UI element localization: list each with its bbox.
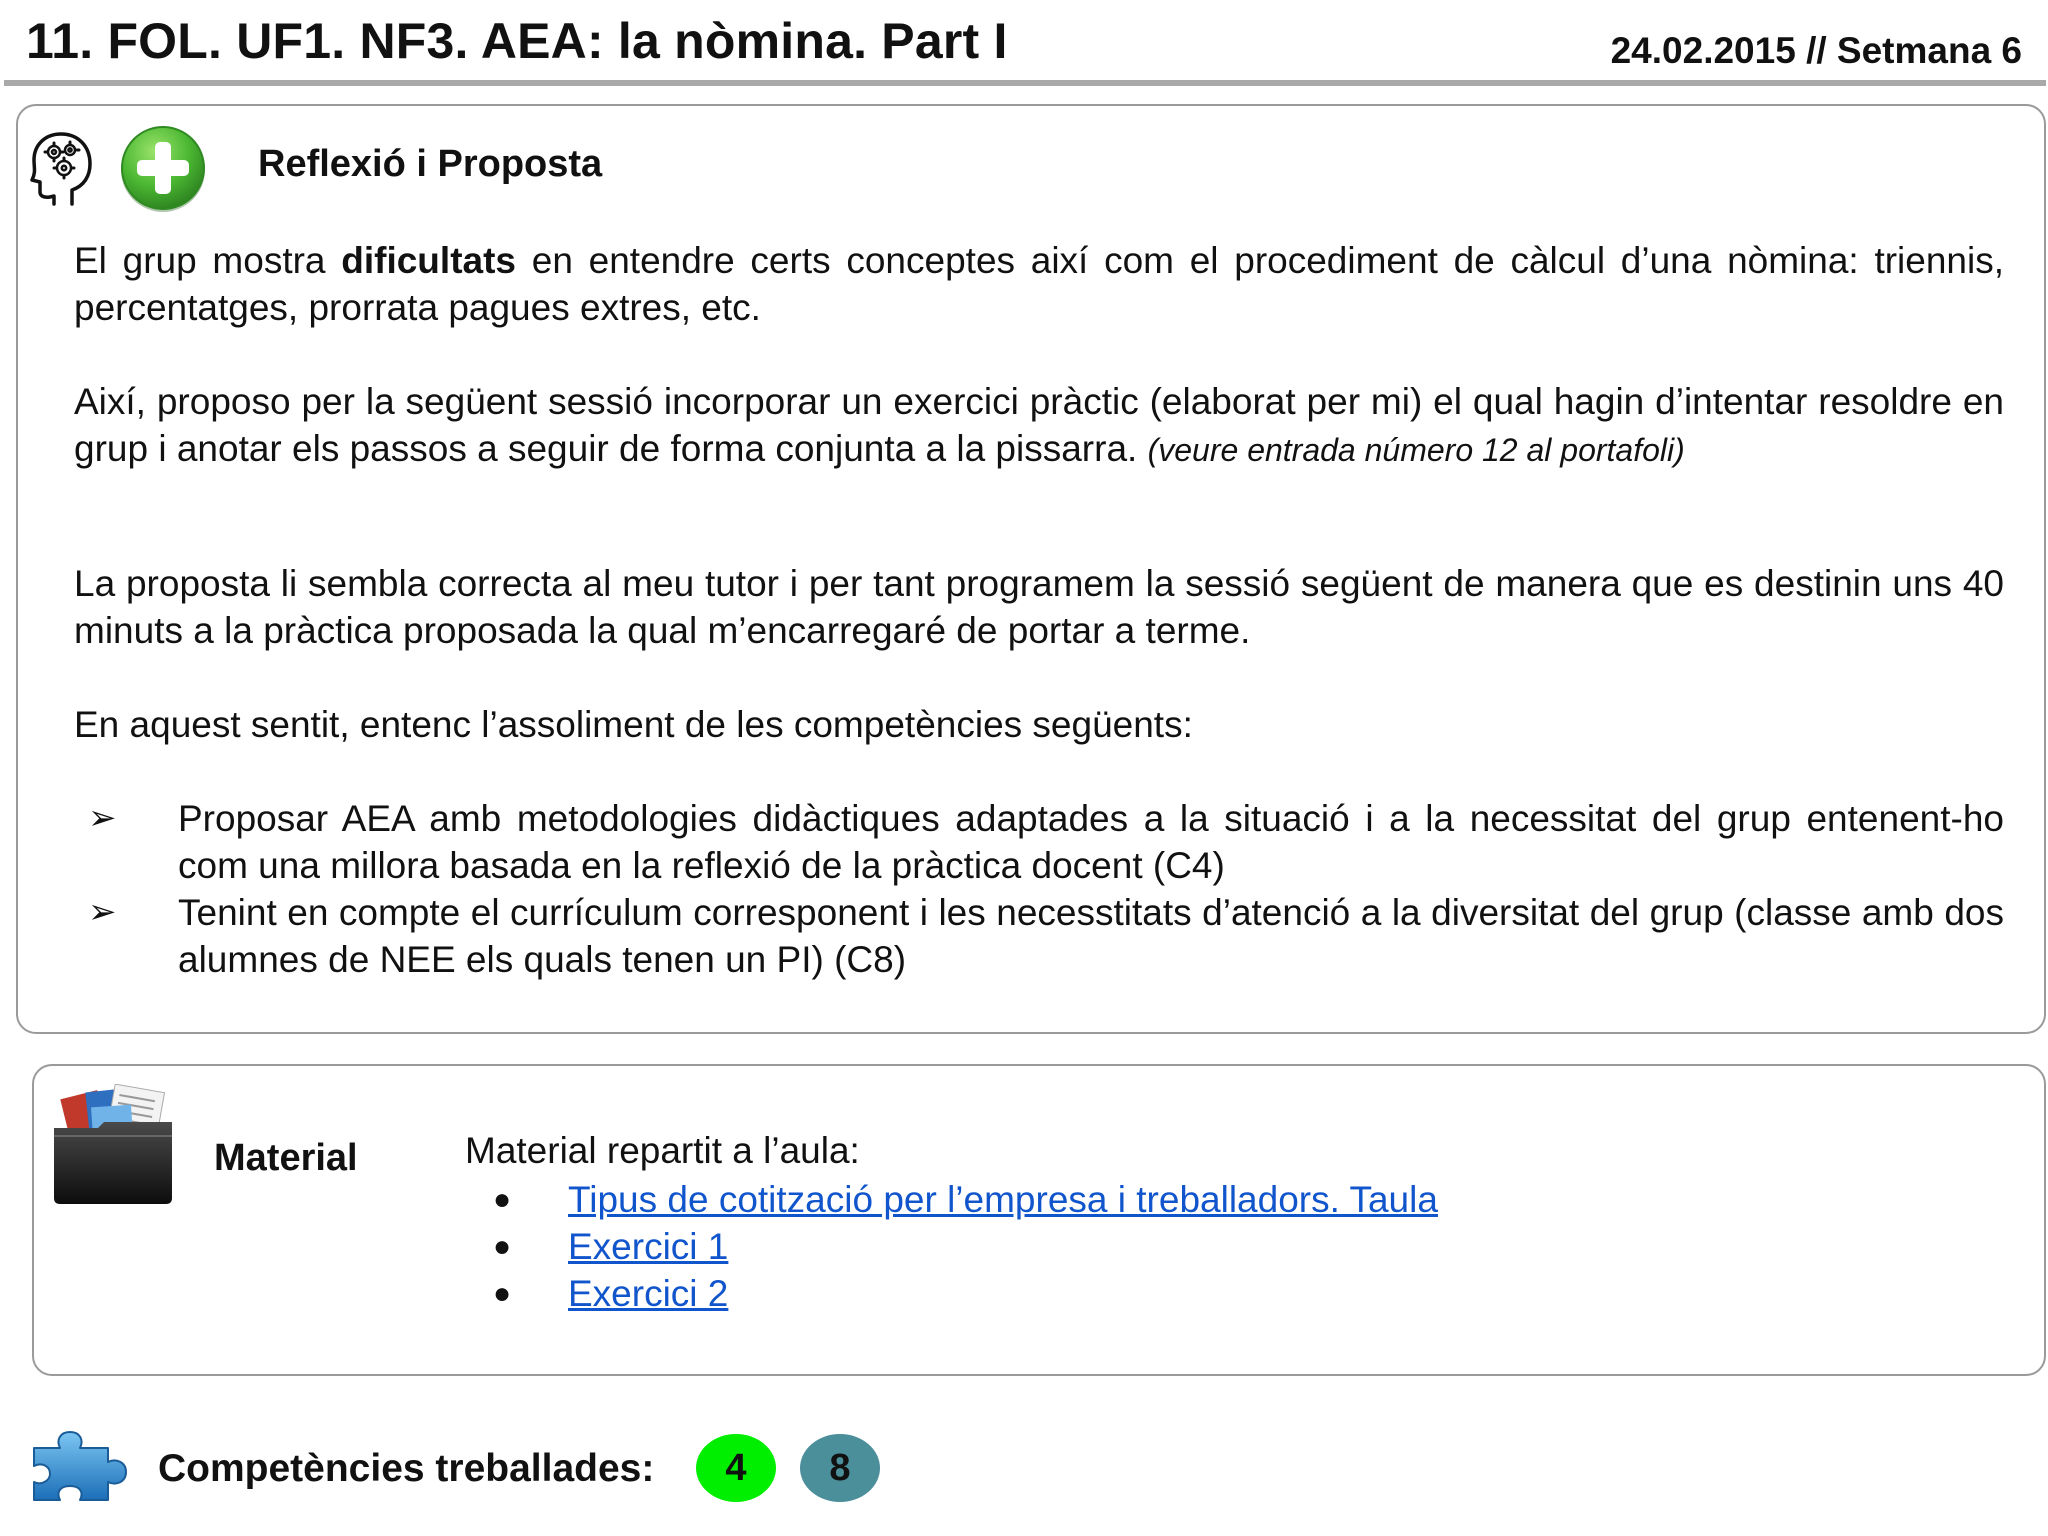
p1-text-end: en entendre certs conceptes així com el procediment de càlcul d’una nòmina: triennis, percentatges, prorrata pagues extres, etc. xyxy=(74,240,2004,328)
folder-icon xyxy=(52,1084,178,1206)
list-item xyxy=(74,889,2004,983)
paragraph-tutor: La proposta li sembla correcta al meu tutor i per tant programem la sessió següent de manera que es destinin uns 40 minuts a la pràctica proposada la qual m’encarregaré de portar a terme. xyxy=(74,563,2004,651)
section-title-reflexio: Reflexió i Proposta xyxy=(258,143,603,185)
material-label: Material xyxy=(214,1137,358,1179)
header-divider xyxy=(4,80,2046,86)
bullet-dot-icon: ● xyxy=(493,1277,512,1310)
p2-note: (veure entrada número 12 al portafoli) xyxy=(1147,432,1685,468)
material-intro: Material repartit a l’aula: xyxy=(465,1130,860,1171)
material-links-list xyxy=(465,1176,1438,1317)
competency-text: Proposar AEA amb metodologies didàctiques adaptades a la situació i a la necessitat del grup entenent-ho com una millora basada en la reflexió de la pràctica docent (C4) xyxy=(178,798,2004,886)
list-item xyxy=(74,795,2004,889)
competency-badge-8: 8 xyxy=(800,1434,880,1502)
competencies-list xyxy=(74,795,2004,983)
plus-circle-icon xyxy=(118,124,208,214)
competency-text: Tenint en compte el currículum corresponent i les necesstitats d’atenció a la diversitat del grup (classe amb dos alumnes de NEE els quals tenen un PI) (C8) xyxy=(178,892,2004,980)
list-item xyxy=(465,1176,1438,1223)
paragraph-dificultats xyxy=(74,237,2004,331)
p1-bold-word: dificultats xyxy=(341,240,516,281)
arrow-bullet-icon: ➢ xyxy=(88,799,117,837)
link-exercici-1[interactable]: Exercici 1 xyxy=(568,1226,729,1267)
head-gears-icon xyxy=(28,130,98,210)
paragraph-competencies-intro: En aquest sentit, entenc l’assoliment de les competències següents: xyxy=(74,704,1193,745)
bullet-dot-icon: ● xyxy=(493,1183,512,1216)
arrow-bullet-icon: ➢ xyxy=(88,893,117,931)
date-week: 24.02.2015 // Setmana 6 xyxy=(1610,30,2022,71)
page-title: 11. FOL. UF1. NF3. AEA: la nòmina. Part I xyxy=(26,13,1008,69)
paragraph-proposta xyxy=(74,378,2004,474)
link-exercici-2[interactable]: Exercici 2 xyxy=(568,1273,729,1314)
list-item xyxy=(465,1223,1438,1270)
p1-text-start: El grup mostra xyxy=(74,240,342,281)
bullet-dot-icon: ● xyxy=(493,1230,512,1263)
competencies-label: Competències treballades: xyxy=(158,1447,655,1490)
link-cotitzacio-taula[interactable]: Tipus de cotització per l’empresa i treballadors. Taula xyxy=(568,1179,1438,1220)
competency-badge-4: 4 xyxy=(696,1434,776,1502)
p2-text: Així, proposo per la següent sessió incorporar un exercici pràctic (elaborat per mi) el qual hagin d’intentar resoldre en grup i anotar els passos a seguir de forma conjunta a la pissarra. xyxy=(74,381,2004,469)
puzzle-piece-icon xyxy=(26,1430,132,1506)
list-item xyxy=(465,1270,1438,1317)
